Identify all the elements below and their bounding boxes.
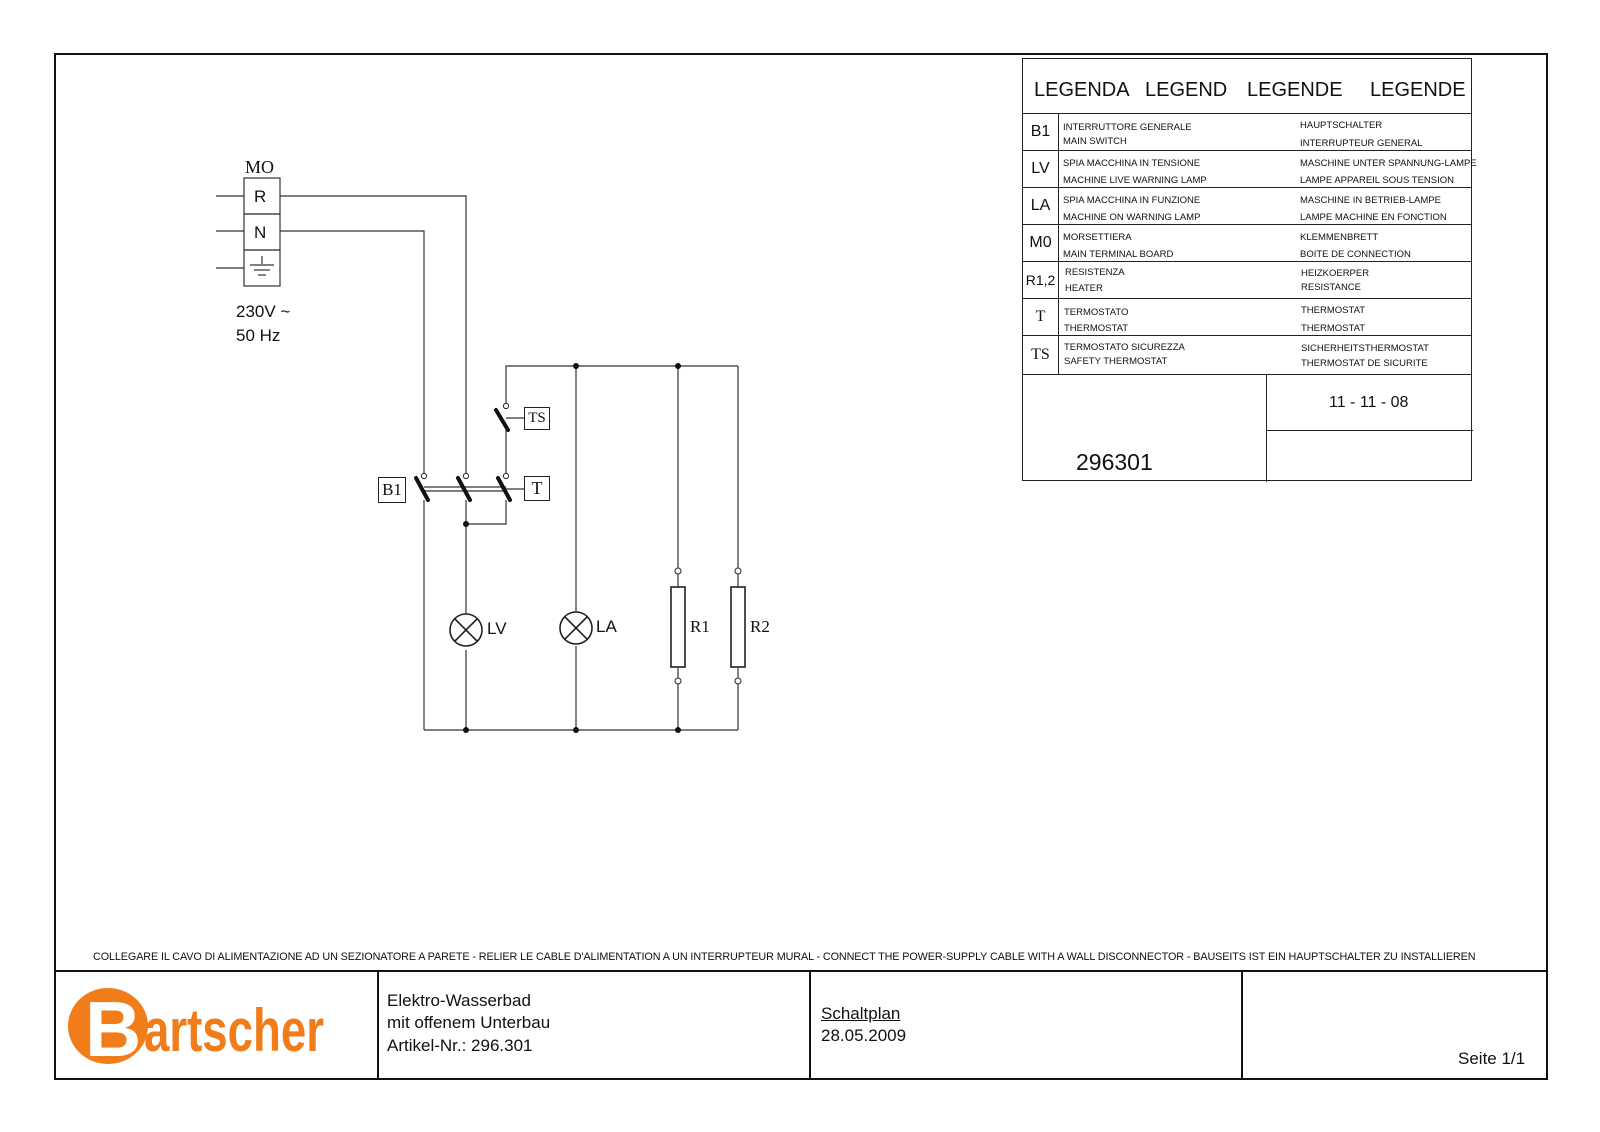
lamp-lv	[450, 614, 482, 646]
legend-symbol: TS	[1023, 336, 1059, 374]
document-type: Schaltplan	[821, 1004, 901, 1023]
legend-text-fr: RESISTANCE	[1301, 282, 1362, 293]
legend-text-en: THERMOSTAT	[1064, 323, 1129, 334]
legend-text-fr: THERMOSTAT	[1301, 323, 1366, 334]
legend-text-it: MORSETTIERA	[1063, 232, 1132, 243]
lamp-la	[560, 612, 592, 644]
legend-row	[1023, 151, 1477, 188]
legend-row	[1023, 336, 1471, 375]
legend-row	[1023, 188, 1471, 225]
legend-text-en: MACHINE ON WARNING LAMP	[1063, 212, 1201, 223]
legend-text-de: MASCHINE UNTER SPANNUNG-LAMPE	[1300, 158, 1477, 169]
legend-divider	[1266, 430, 1473, 431]
legend-date: 11 - 11 - 08	[1329, 394, 1409, 411]
legend-code: 296301	[1076, 449, 1153, 475]
lamp-la-label: LA	[596, 617, 617, 636]
legend-row	[1023, 225, 1471, 262]
thermostat-label: T	[531, 478, 543, 498]
legend-header-de: LEGENDE	[1247, 79, 1343, 101]
legend-text-de: HAUPTSCHALTER	[1300, 120, 1383, 131]
title-block-divider	[377, 970, 379, 1080]
legend-text-de: KLEMMENBRETT	[1300, 232, 1379, 243]
legend-text-en: HEATER	[1065, 283, 1103, 294]
product-line-2: mit offenem Unterbau	[387, 1013, 551, 1032]
legend-text-fr: INTERRUPTEUR GENERAL	[1300, 138, 1423, 149]
legend-table	[1022, 58, 1477, 481]
legend-text-de: SICHERHEITSTHERMOSTAT	[1301, 343, 1429, 354]
legend-symbol: LV	[1023, 151, 1059, 187]
legend-text-de: THERMOSTAT	[1301, 305, 1366, 316]
legend-header-fr: LEGENDE	[1370, 79, 1466, 101]
svg-text:artscher: artscher	[144, 997, 324, 1064]
legend-text-it: TERMOSTATO	[1064, 307, 1129, 318]
main-switch-label-box	[378, 477, 406, 503]
resistor-r2-label: R2	[750, 617, 770, 636]
title-block-divider	[1241, 970, 1243, 1080]
legend-text-fr: LAMPE MACHINE EN FONCTION	[1300, 212, 1447, 223]
legend-divider	[1266, 375, 1267, 482]
legend-header	[1023, 59, 1471, 114]
title-block-border	[54, 970, 1548, 972]
thermostat-label-box	[524, 476, 550, 501]
legend-symbol: R1,2	[1023, 262, 1059, 298]
legend-header-en: LEGEND	[1145, 79, 1228, 101]
safety-thermostat-label-box	[524, 407, 550, 430]
safety-thermostat-label: TS	[528, 410, 546, 426]
svg-text:B: B	[85, 985, 142, 1073]
legend-symbol: LA	[1023, 188, 1059, 224]
legend-row	[1023, 262, 1471, 299]
legend-text-de: HEIZKOERPER	[1301, 268, 1370, 279]
resistor-r1-label: R1	[690, 617, 710, 636]
terminal-r-label: R	[254, 187, 267, 206]
legend-text-de: MASCHINE IN BETRIEB-LAMPE	[1300, 195, 1441, 206]
main-switch-label: B1	[382, 480, 402, 499]
legend-text-it: RESISTENZA	[1065, 267, 1125, 278]
title-block-divider	[809, 970, 811, 1080]
legend-text-en: MAIN TERMINAL BOARD	[1063, 249, 1174, 260]
legend-text-en: SAFETY THERMOSTAT	[1064, 356, 1168, 367]
terminal-board-label: MO	[245, 157, 275, 177]
terminal-n-label: N	[254, 223, 267, 242]
legend-text-it: SPIA MACCHINA IN FUNZIONE	[1063, 195, 1201, 206]
resistor-r1	[671, 587, 685, 667]
supply-voltage: 230V ~	[236, 302, 291, 321]
article-number: Artikel-Nr.: 296.301	[387, 1036, 533, 1055]
document-date: 28.05.2009	[821, 1026, 907, 1045]
page-number: Seite 1/1	[1458, 1049, 1526, 1068]
legend-row	[1023, 114, 1471, 151]
legend-symbol: B1	[1023, 114, 1059, 150]
legend-text-it: INTERRUTTORE GENERALE	[1063, 122, 1192, 133]
legend-symbol: M0	[1023, 225, 1059, 261]
product-line-1: Elektro-Wasserbad	[387, 991, 531, 1010]
wiring-notice: COLLEGARE IL CAVO DI ALIMENTAZIONE AD UN SEZIONATORE A PARETE - RELIER LE CABLE D'ALIMENTATION A UN INTERRUPTEUR MURAL - CONNECT THE POWER-SUPPLY CABLE WITH A WALL DISCONNECTOR - BAUSEITS IST EIN HAUPTSCHALTER ZU INSTALLIEREN	[93, 951, 1476, 963]
legend-symbol: T	[1023, 299, 1059, 335]
legend-header-it: LEGENDA	[1034, 79, 1130, 101]
supply-frequency: 50 Hz	[236, 326, 281, 345]
legend-text-fr: LAMPE APPAREIL SOUS TENSION	[1300, 175, 1454, 186]
lamp-lv-label: LV	[487, 619, 507, 638]
bartscher-logo	[66, 983, 326, 1073]
legend-text-en: MACHINE LIVE WARNING LAMP	[1063, 175, 1207, 186]
legend-text-fr: BOITE DE CONNECTION	[1300, 249, 1411, 260]
legend-text-it: SPIA MACCHINA IN TENSIONE	[1063, 158, 1201, 169]
legend-row	[1023, 299, 1471, 336]
resistor-r2	[731, 587, 745, 667]
legend-text-it: TERMOSTATO SICUREZZA	[1064, 342, 1185, 353]
legend-text-en: MAIN SWITCH	[1063, 136, 1127, 147]
legend-text-fr: THERMOSTAT DE SICURITE	[1301, 358, 1428, 369]
bartscher-logo-mark	[66, 983, 326, 1073]
